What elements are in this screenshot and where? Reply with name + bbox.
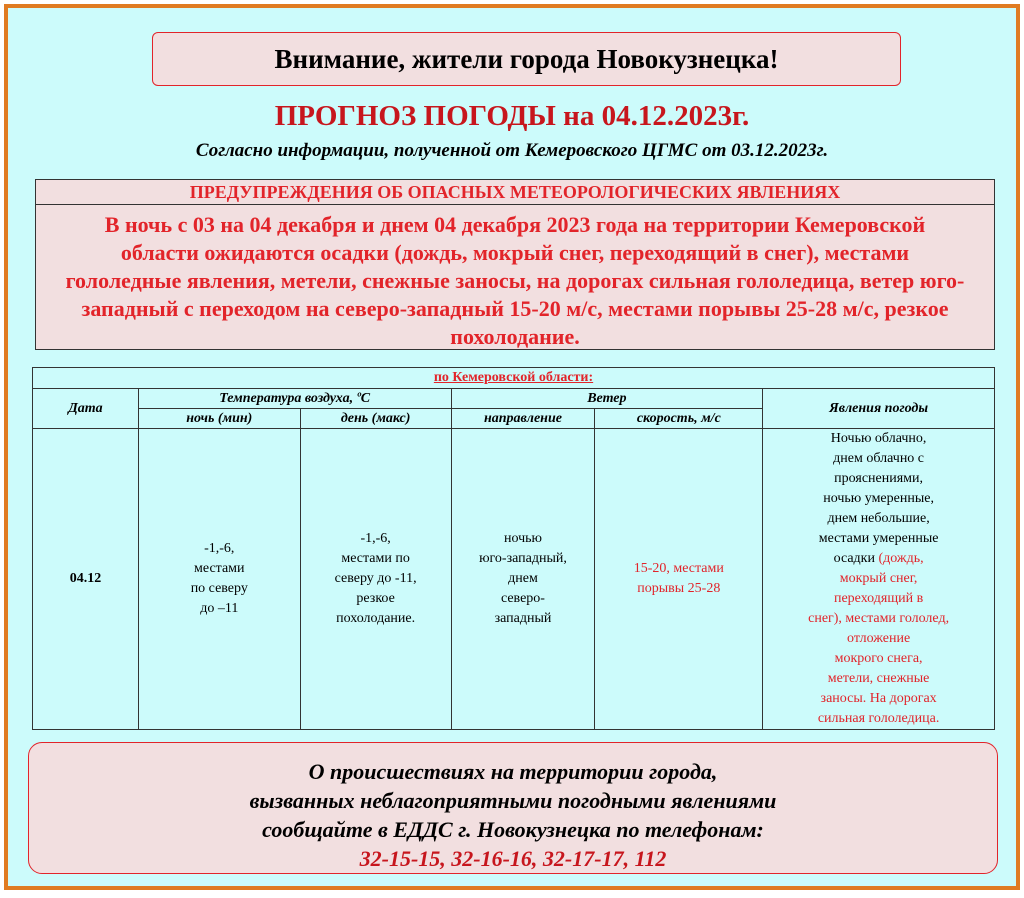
cell-day-line: северу до -11, bbox=[334, 571, 417, 586]
cell-day-line: похолодание. bbox=[336, 611, 416, 626]
cell-day-line: местами по bbox=[341, 551, 410, 566]
cell-direction-line: днем bbox=[508, 571, 538, 586]
phen-line: днем небольшие, bbox=[827, 511, 930, 526]
cell-night-line: до –11 bbox=[200, 601, 239, 616]
phen-red-line: метели, снежные bbox=[827, 671, 930, 686]
forecast-table bbox=[32, 367, 995, 730]
warning-box bbox=[35, 179, 995, 350]
region-label: по Кемеровской области: bbox=[433, 370, 594, 385]
region-header bbox=[33, 368, 995, 389]
phen-red-line: заносы. На дорогах bbox=[820, 691, 937, 706]
cell-speed bbox=[595, 429, 763, 730]
footer-line: сообщайте в ЕДДС г. Новокузнецка по телефонам: bbox=[262, 817, 764, 842]
phen-line: местами умеренные bbox=[818, 531, 939, 546]
footer-notice bbox=[28, 742, 998, 874]
header-title: Внимание, жители города Новокузнецка! bbox=[274, 43, 779, 74]
cell-night-line: местами bbox=[194, 561, 245, 576]
phen-line-mixed bbox=[763, 549, 994, 569]
cell-direction bbox=[451, 429, 595, 730]
footer-line: О происшествиях на территории города, bbox=[308, 759, 718, 784]
cell-night-line: по северу bbox=[190, 581, 248, 596]
phen-line: днем облачно с bbox=[833, 451, 925, 466]
phen-mixed-black: осадки bbox=[833, 551, 875, 566]
col-temperature: Температура воздуха, ºС bbox=[138, 389, 451, 409]
cell-direction-line: юго-западный, bbox=[479, 551, 567, 566]
phen-red-line: мокрый снег, bbox=[839, 571, 918, 586]
phen-red-line: переходящий в bbox=[833, 591, 924, 606]
col-direction: направление bbox=[451, 409, 595, 429]
warning-heading: ПРЕДУПРЕЖДЕНИЯ ОБ ОПАСНЫХ МЕТЕОРОЛОГИЧЕСКИХ ЯВЛЕНИЯХ bbox=[36, 180, 994, 205]
col-night: ночь (мин) bbox=[138, 409, 300, 429]
forecast-title: ПРОГНОЗ ПОГОДЫ на 04.12.2023г. bbox=[274, 100, 750, 132]
phen-line: прояснениями, bbox=[834, 471, 924, 486]
phen-line: Ночью облачно, bbox=[830, 431, 927, 446]
col-wind: Ветер bbox=[451, 389, 763, 409]
warning-text: В ночь с 03 на 04 декабря и днем 04 декабря 2023 года на территории Кемеровской области ожидаются осадки (дождь, мокрый снег, переходящий в снег), местами гололедные явления, метели, снежные заносы, на дорогах сильная гололедица, ветер юго-западный с переходом на северо-западный 15-20 м/с, местами порывы 25-28 м/с, резкое похолодание. bbox=[65, 212, 965, 349]
cell-direction-line: западный bbox=[494, 611, 552, 626]
cell-phenomena bbox=[763, 429, 995, 730]
cell-speed-line: порывы 25-28 bbox=[637, 581, 721, 596]
cell-day-line: -1,-6, bbox=[360, 531, 391, 546]
footer-line: вызванных неблагоприятными погодными явлениями bbox=[249, 788, 777, 813]
cell-night-line: -1,-6, bbox=[204, 541, 235, 556]
col-date: Дата bbox=[33, 389, 139, 429]
col-speed: скорость, м/с bbox=[595, 409, 763, 429]
phen-line: ночью умеренные, bbox=[823, 491, 934, 506]
cell-day bbox=[300, 429, 451, 730]
cell-date: 04.12 bbox=[33, 429, 139, 730]
cell-direction-line: ночью bbox=[503, 531, 542, 546]
header-banner bbox=[152, 32, 901, 86]
col-phenomena: Явления погоды bbox=[763, 389, 995, 429]
forecast-source: Согласно информации, полученной от Кемеровского ЦГМС от 03.12.2023г. bbox=[195, 140, 829, 161]
footer-phones: 32-15-15, 32-16-16, 32-17-17, 112 bbox=[359, 846, 667, 871]
phen-red-line: отложение bbox=[847, 631, 911, 646]
cell-speed-line: 15-20, местами bbox=[633, 561, 724, 576]
phen-red-line: сильная гололедица. bbox=[817, 711, 940, 726]
col-day: день (макс) bbox=[300, 409, 451, 429]
phen-red-line: снег), местами гололед, bbox=[808, 611, 950, 626]
cell-day-line: резкое bbox=[356, 591, 395, 606]
phen-mixed-red: (дождь, bbox=[874, 551, 924, 566]
phen-red-line: мокрого снега, bbox=[834, 651, 923, 666]
cell-direction-line: северо- bbox=[500, 591, 545, 606]
cell-night bbox=[138, 429, 300, 730]
